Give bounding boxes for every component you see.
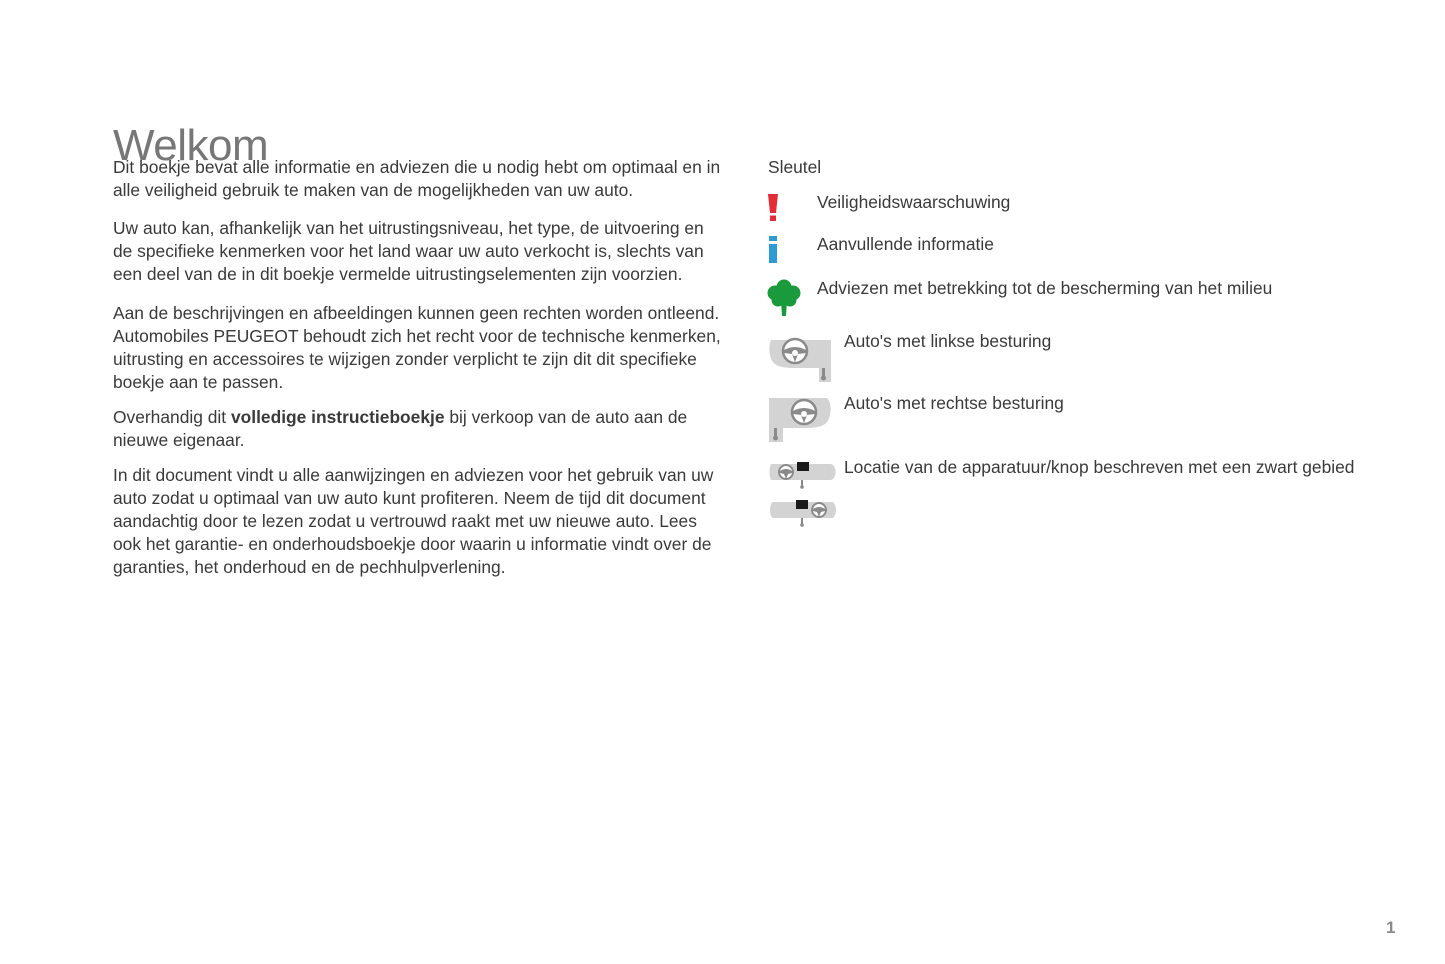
handover-text: bij verkoop van de auto aan de nieuwe eigenaar. [113,407,688,450]
intro-column [113,156,725,587]
left-hand-drive-icon [767,334,833,384]
warning-exclamation-icon [766,194,780,222]
legend-label-info: Aanvullende informatie [817,234,994,254]
legend-label-right-hand-drive: Auto's met rechtse besturing [844,393,1064,413]
handover-bold-text: volledige instructieboekje [230,407,445,427]
page-title: Welkom [113,121,269,171]
right-hand-drive-icon [767,394,833,444]
legend-title: Sleutel [768,157,822,177]
page-number: 1 [1386,918,1396,937]
legend-label-warning: Veiligheidswaarschuwing [817,192,1011,212]
handover-paragraph [113,406,725,452]
intro-paragraph: Aan de beschrijvingen en afbeeldingen kunnen geen rechten worden ontleend. [113,303,720,323]
intro-paragraph: Dit boekje bevat alle informatie en adviezen die u nodig hebt om optimaal en in alle veiligheid gebruik te maken van de mogelijkheden van uw auto. [113,157,721,200]
environment-tree-icon [767,279,801,317]
legend-label-left-hand-drive: Auto's met linkse besturing [844,331,1052,351]
info-icon [768,236,778,264]
intro-paragraph: Automobiles PEUGEOT behoudt zich het recht voor de technische kenmerken, uitrusting en accessoires te wijzigen zonder verplicht te zijn dit dit specifieke boekje aan te passen. [113,326,721,392]
intro-paragraph: Uw auto kan, afhankelijk van het uitrustingsniveau, het type, de uitvoering en de specifieke kenmerken voor het land waar uw auto verkocht is, slechts van een deel van de in dit boekje vermelde uitrustingselementen zijn voorzien. [113,218,704,284]
legend-label-environment: Adviezen met betrekking tot de bescherming van het milieu [817,278,1273,298]
handover-text: Overhandig dit [113,407,231,427]
legend-label-control-location: Locatie van de apparatuur/knop beschreven met een zwart gebied [844,457,1355,477]
intro-paragraph: In dit document vindt u alle aanwijzingen en adviezen voor het gebruik van uw auto zodat u optimaal van uw auto kunt profiteren. Neem de tijd dit document aandachtig door te lezen zodat u vertrouwd raakt met uw nieuwe auto. Lees ook het garantie- en onderhoudsboekje door waarin u informatie vindt over de garanties, het onderhoud en de pechhulpverlening. [113,465,714,577]
control-location-icon [769,458,837,530]
